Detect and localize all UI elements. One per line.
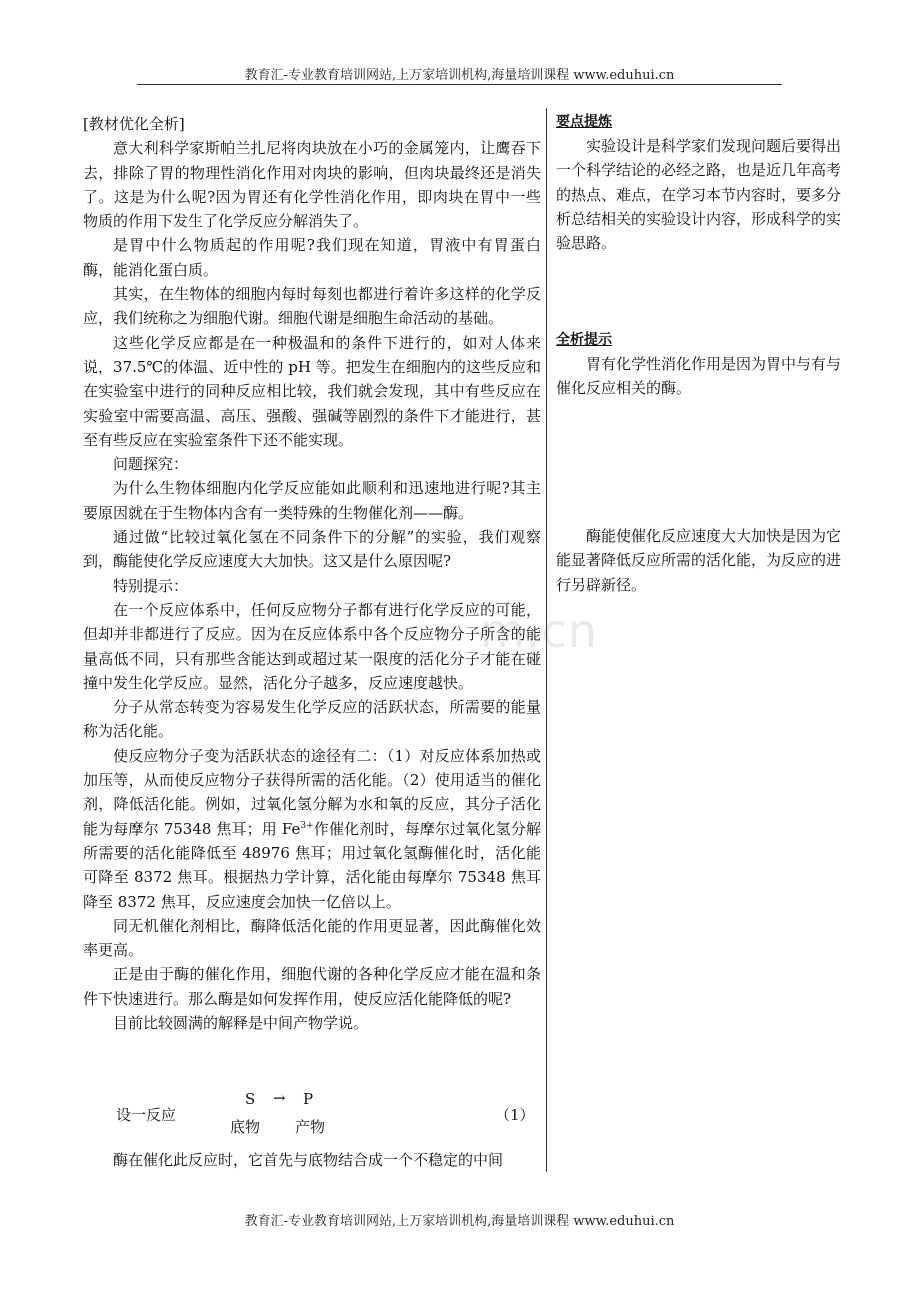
sidebar-block-analysis	[556, 328, 841, 401]
paragraph-9: 在一个反应体系中，任何反应物分子都有进行化学反应的可能，但却并非都进行了反应。因为在反应体系中各个反应物分子所含的能量高低不同，只有那些含能达到或超过某一限度的活化分子才能在碰撞中发生化学反应。显然，活化分子越多，反应速度越快。	[83, 600, 541, 692]
section-heading: [教材优化全析]	[83, 115, 185, 133]
sidebar-text-note: 酶能使催化反应速度大大加快是因为它能显著降低反应所需的活化能，为反应的进行另辟新径。	[556, 527, 842, 594]
paragraph-8: 特别提示：	[113, 576, 189, 595]
paragraph-1: 意大利科学家斯帕兰扎尼将肉块放在小巧的金属笼内，让鹰吞下去，排除了胃的物理性消化作用对肉块的影响，但肉块最终还是消失了。这是为什么呢?因为胃还有化学性消化作用，即肉块在胃中一些物质的作用下发生了化学反应分解消失了。	[83, 139, 541, 231]
sidebar-block-key-points	[556, 110, 841, 255]
superscript-charge: 3+	[300, 820, 314, 831]
main-column	[83, 112, 541, 1035]
sidebar-title-key-points: 要点提炼	[556, 114, 612, 130]
sidebar-title-analysis: 全析提示	[556, 332, 612, 348]
paragraph-7: 通过做“比较过氧化氢在不同条件下的分解”的实验，我们观察到，酶能使化学反应速度大大加快。这又是什么原因呢?	[83, 528, 541, 571]
paragraph-11-part-b: 作催化剂时，每摩尔过氧化氢分解所需要的活化能降低至 48976 焦耳；用过氧化氢酶催化时，活化能可降至 8372 焦耳。根据热力学计算，活化能由每摩尔 75348 焦耳降至 8372 焦耳，反应速度会加快一亿倍以上。	[83, 819, 541, 911]
sidebar-text-key-points: 实验设计是科学家们发现问题后要得出一个科学结论的必经之路，也是近几年高考的热点、难点，在学习本节内容时，要多分析总结相关的实验设计内容，形成科学的实验思路。	[556, 137, 842, 253]
page-header: 教育汇-专业教育培训网站,上万家培训机构,海量培训课程 www.eduhui.cn	[244, 68, 675, 83]
formula-product-label: 产物	[295, 1118, 326, 1136]
right-arrow-icon: →	[273, 1089, 286, 1107]
paragraph-3: 其实，在生物体的细胞内每时每刻也都进行着许多这样的化学反应，我们统称之为细胞代谢。细胞代谢是细胞生命活动的基础。	[83, 285, 541, 328]
paragraph-11-part-a: 使反应物分子变为活跃状态的途径有二：（1）对反应体系加热或加压等，从而使反应物分子获得所需的活化能。（2）使用适当的催化剂，降低活化能。例如，过氧化氢分解为水和氧的反应，其分子活化能为每摩尔 75348 焦耳；用 Fe	[83, 746, 541, 838]
formula-product: P	[303, 1090, 314, 1108]
paragraph-10: 分子从常态转变为容易发生化学反应的活跃状态，所需要的能量称为活化能。	[83, 698, 541, 741]
formula-substrate: S	[245, 1090, 256, 1108]
paragraph-6: 为什么生物体细胞内化学反应能如此顺利和迅速地进行呢?其主要原因就在于生物体内含有一类特殊的生物催化剂——酶。	[83, 479, 541, 522]
reaction-formula	[83, 1090, 541, 1140]
paragraph-5: 问题探究：	[113, 455, 189, 474]
formula-label: 设一反应	[116, 1106, 177, 1124]
paragraph-11	[83, 744, 541, 914]
column-divider	[546, 108, 547, 1172]
paragraph-14: 目前比较圆满的解释是中间产物学说。	[113, 1013, 369, 1032]
paragraph-last: 酶在催化此反应时，它首先与底物结合成一个不稳定的中间	[113, 1151, 504, 1169]
paragraph-12: 同无机催化剂相比，酶降低活化能的作用更显著，因此酶催化效率更高。	[83, 916, 541, 960]
paragraph-2: 是胃中什么物质起的作用呢?我们现在知道，胃液中有胃蛋白酶，能消化蛋白质。	[83, 236, 541, 279]
watermark: m.cn	[480, 604, 598, 658]
paragraph-13: 正是由于酶的催化作用，细胞代谢的各种化学反应才能在温和条件下快速进行。那么酶是如何发挥作用，使反应活化能降低的呢?	[83, 965, 541, 1008]
sidebar-text-analysis: 胃有化学性消化作用是因为胃中与有与催化反应相关的酶。	[556, 355, 842, 398]
paragraph-4: 这些化学反应都是在一种极温和的条件下进行的，如对人体来说，37.5℃的体温、近中性的 pH 等。把发生在细胞内的这些反应和在实验室中进行的同种反应相比较，我们就会发现，其中有些反应在实验室中需要高温、高压、强酸、强碱等剧烈的条件下才能进行，甚至有些反应在实验室条件下还不能实现。	[83, 333, 541, 449]
formula-substrate-label: 底物	[230, 1118, 261, 1136]
equation-number: （1）	[495, 1106, 535, 1124]
sidebar-block-note	[556, 524, 841, 597]
page-footer: 教育汇-专业教育培训网站,上万家培训机构,海量培训课程 www.eduhui.cn	[244, 1214, 675, 1229]
header-rule	[137, 84, 782, 85]
